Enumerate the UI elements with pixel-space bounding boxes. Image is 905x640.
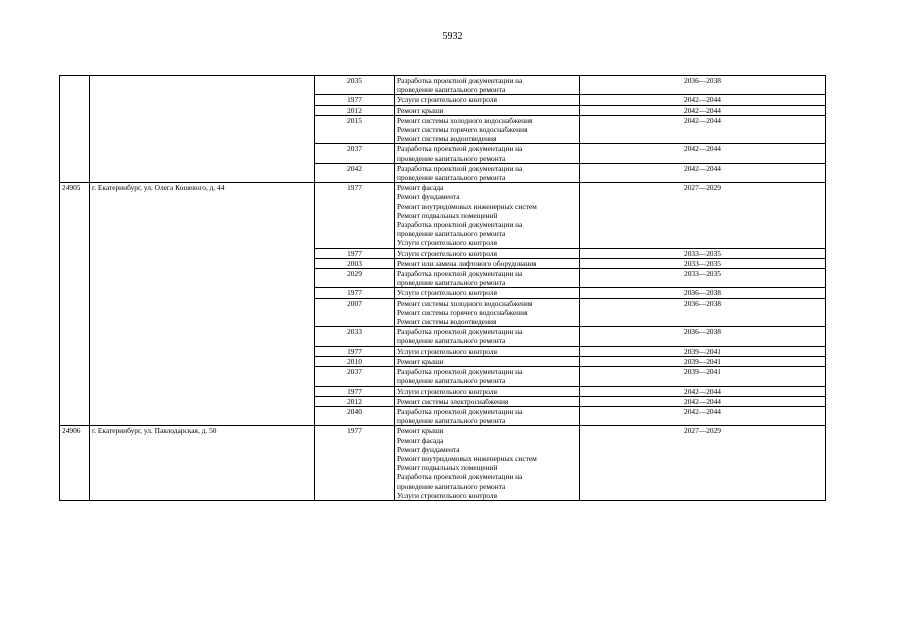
works-cell: [395, 396, 580, 406]
work-line: Услуги строительного контроля: [397, 490, 497, 500]
work-line: Разработка проектной документации на: [397, 367, 523, 377]
address-cell: [90, 76, 315, 183]
work-line: Разработка проектной документации на: [397, 406, 523, 416]
table-row: [60, 183, 826, 248]
works-cell: [395, 76, 580, 95]
work-line: Услуги строительного контроля: [397, 238, 497, 248]
work-line: Разработка проектной документации на: [397, 76, 523, 85]
period-cell: 2039—2041: [580, 346, 826, 356]
year-cell: 2042: [315, 163, 395, 182]
works-cell: [395, 426, 580, 501]
work-line: Ремонт фасада: [397, 435, 444, 445]
period-cell: 2027—2029: [580, 183, 826, 248]
work-line: Услуги строительного контроля: [397, 386, 497, 396]
year-cell: 1977: [315, 346, 395, 356]
work-line: проведение капитального ремонта: [397, 153, 506, 163]
period-cell: 2036—2038: [580, 327, 826, 346]
period-cell: 2036—2038: [580, 76, 826, 95]
works-cell: [395, 248, 580, 258]
work-line: Разработка проектной документации на: [397, 472, 523, 482]
address-cell: г. Екатеринбург, ул. Павлодарская, д. 50: [90, 426, 315, 501]
work-line: Разработка проектной документации на: [397, 220, 523, 230]
work-line: Разработка проектной документации на: [397, 327, 523, 337]
period-cell: 2042—2044: [580, 163, 826, 182]
year-cell: 2010: [315, 356, 395, 366]
work-line: Ремонт фасада: [397, 183, 444, 193]
year-cell: 2029: [315, 269, 395, 288]
year-cell: 1977: [315, 386, 395, 396]
works-cell: [395, 346, 580, 356]
works-cell: [395, 183, 580, 248]
work-line: Ремонт системы водоотведения: [397, 134, 497, 144]
year-cell: 2012: [315, 396, 395, 406]
period-cell: 2039—2041: [580, 356, 826, 366]
work-line: Ремонт подвальных помещений: [397, 463, 498, 473]
works-cell: [395, 356, 580, 366]
work-line: проведение капитального ремонта: [397, 416, 506, 426]
year-cell: 1977: [315, 248, 395, 258]
work-line: Ремонт крыши: [397, 426, 444, 436]
work-line: Ремонт внутридомовых инженерных систем: [397, 453, 537, 463]
period-cell: 2042—2044: [580, 105, 826, 115]
period-cell: 2042—2044: [580, 406, 826, 425]
work-line: Ремонт системы горячего водоснабжения: [397, 307, 528, 317]
period-cell: 2027—2029: [580, 426, 826, 501]
period-cell: 2039—2041: [580, 367, 826, 386]
table-row: [60, 76, 826, 95]
year-cell: 2033: [315, 327, 395, 346]
work-line: проведение капитального ремонта: [397, 481, 506, 491]
works-cell: [395, 288, 580, 298]
work-line: Ремонт системы холодного водоснабжения: [397, 115, 533, 125]
works-cell: [395, 258, 580, 268]
object-number-cell: 24905: [60, 183, 90, 426]
period-cell: 2042—2044: [580, 396, 826, 406]
works-cell: [395, 105, 580, 115]
table-row: [60, 426, 826, 501]
work-line: Ремонт крыши: [397, 356, 444, 366]
work-line: Разработка проектной документации на: [397, 269, 523, 279]
object-number-cell: [60, 76, 90, 183]
period-cell: 2033—2035: [580, 248, 826, 258]
work-line: Ремонт фундамента: [397, 192, 460, 202]
works-cell: [395, 144, 580, 163]
works-cell: [395, 406, 580, 425]
table-body: [60, 76, 826, 501]
work-line: Ремонт фундамента: [397, 444, 460, 454]
year-cell: 2015: [315, 115, 395, 144]
works-cell: [395, 163, 580, 182]
work-line: Ремонт подвальных помещений: [397, 210, 498, 220]
work-line: Услуги строительного контроля: [397, 95, 497, 105]
address-cell: г. Екатеринбург, ул. Олега Кошевого, д. 44: [90, 183, 315, 426]
year-cell: 2037: [315, 144, 395, 163]
capital-repair-table: [59, 75, 826, 501]
year-cell: 2003: [315, 258, 395, 268]
work-line: Разработка проектной документации на: [397, 144, 523, 154]
work-line: Ремонт системы холодного водоснабжения: [397, 298, 533, 308]
work-line: Услуги строительного контроля: [397, 248, 497, 258]
year-cell: 2037: [315, 367, 395, 386]
works-cell: [395, 327, 580, 346]
work-line: Ремонт системы горячего водоснабжения: [397, 125, 528, 135]
object-number-cell: 24906: [60, 426, 90, 501]
year-cell: 1977: [315, 288, 395, 298]
work-line: проведение капитального ремонта: [397, 376, 506, 386]
work-line: проведение капитального ремонта: [397, 229, 506, 239]
works-cell: [395, 95, 580, 105]
period-cell: 2036—2038: [580, 288, 826, 298]
year-cell: 1977: [315, 95, 395, 105]
work-line: Услуги строительного контроля: [397, 288, 497, 298]
period-cell: 2033—2035: [580, 269, 826, 288]
work-line: Ремонт или замена лифтового оборудования: [397, 258, 537, 268]
work-line: Ремонт крыши: [397, 105, 444, 115]
period-cell: 2033—2035: [580, 258, 826, 268]
year-cell: 2012: [315, 105, 395, 115]
period-cell: 2042—2044: [580, 115, 826, 144]
works-cell: [395, 269, 580, 288]
work-line: проведение капитального ремонта: [397, 173, 506, 183]
work-line: Услуги строительного контроля: [397, 346, 497, 356]
year-cell: 1977: [315, 183, 395, 248]
period-cell: 2042—2044: [580, 386, 826, 396]
work-line: Ремонт системы электроснабжения: [397, 396, 509, 406]
work-line: Ремонт системы водоотведения: [397, 317, 497, 327]
period-cell: 2042—2044: [580, 144, 826, 163]
works-cell: [395, 298, 580, 327]
period-cell: 2042—2044: [580, 95, 826, 105]
works-cell: [395, 367, 580, 386]
period-cell: 2036—2038: [580, 298, 826, 327]
work-line: Ремонт внутридомовых инженерных систем: [397, 201, 537, 211]
work-line: проведение капитального ремонта: [397, 336, 506, 346]
year-cell: 2040: [315, 406, 395, 425]
page-number: 5932: [442, 31, 463, 42]
work-line: проведение капитального ремонта: [397, 278, 506, 288]
year-cell: 1977: [315, 426, 395, 501]
work-line: проведение капитального ремонта: [397, 85, 506, 95]
works-cell: [395, 115, 580, 144]
work-line: Разработка проектной документации на: [397, 163, 523, 173]
year-cell: 2035: [315, 76, 395, 95]
works-cell: [395, 386, 580, 396]
year-cell: 2007: [315, 298, 395, 327]
